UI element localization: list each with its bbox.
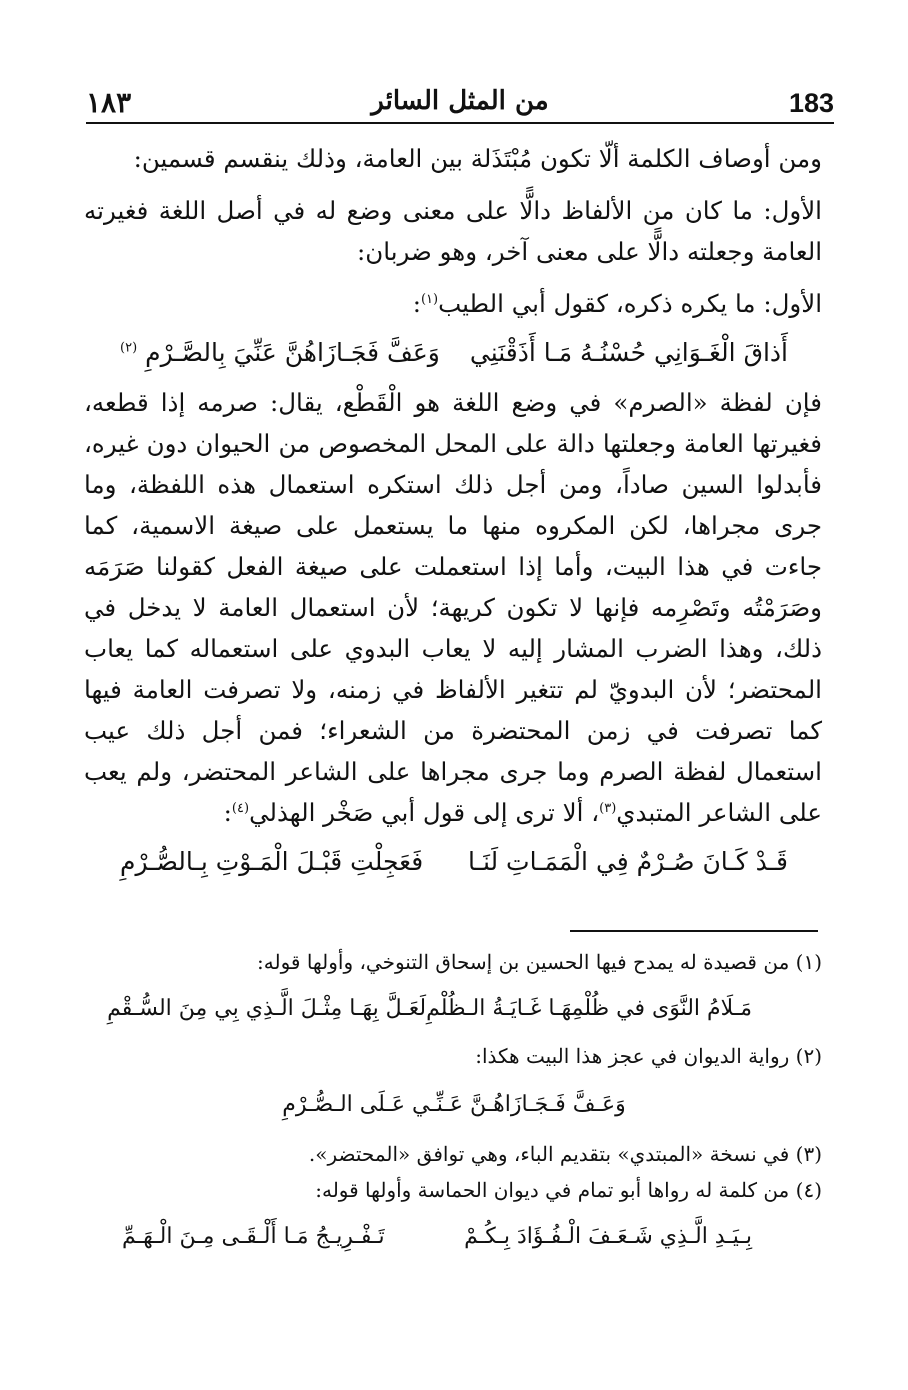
- running-title: من المثل السائر: [371, 86, 549, 116]
- verse-second-hemistich: [84, 324, 440, 382]
- footnote-4-verse: [86, 1208, 822, 1266]
- first-kind-colon: :: [412, 289, 421, 318]
- footnote-4-verse-second: تَـفْـرِيـجُ مَـا أَلْـقَـى مِـنَ الْـهَـمِّ: [122, 1224, 385, 1249]
- verse2-first-hemistich: قَـدْ كَـانَ صُـرْمٌ فِي الْمَمَـاتِ لَنَـا: [468, 847, 788, 876]
- footnote-marker-3: (٣): [599, 800, 617, 816]
- explanation-text-cont: ، ألا ترى إلى قول أبي صَخْر الهذلي: [249, 798, 600, 827]
- footnote-marker-1: (١): [420, 291, 439, 307]
- footnote-4-verse-first: بِـيَـدِ الَّـذِي شَـعَـفَ الْـفُـؤَادَ بِـكُـمْ: [464, 1224, 752, 1249]
- page-header: [86, 84, 834, 126]
- page-number-arabic: ١٨٣: [86, 86, 132, 119]
- header-divider: [86, 122, 834, 124]
- verse-first-hemistich: أَذاقَ الْغَـوَانِي حُسْنُـهُ مَـا أَذَقْنَنِي: [469, 338, 788, 367]
- explanation-text: فإن لفظة «الصرم» في وضع اللغة هو الْقَطْع، يقال: صرمه إذا قطعه، فغيرتها العامة وجعلتها دالة على المحل المخصوص من الحيوان دون غيره، فأبدلوا السين صاداً، ومن أجل ذلك استكره استعمال هذه اللفظة، وما جرى مجراها، لكن المكروه منها ما يستعمل على صيغة الاسمية، كما جاءت في هذا البيت، وأما إذا استعملت على صيغة الفعل كقولنا صَرَمَه وصَرَمْتُه وتَصْرِمه فإنها لا تكون كريهة؛ لأن استعمال العامة لا يدخل في ذلك، وهذا الضرب المشار إليه لا يعاب البدوي على استعماله كما يعاب المحتضر؛ لأن البدويّ لم تتغير الألفاظ في زمنه، ولا تصرفت العامة فيها كما تصرفت في زمن المحتضرة من الشعراء؛ فمن أجل ذلك عيب استعمال لفظة الصرم وما جرى مجراها على الشاعر المحتضر، ولم يعب على الشاعر المتبدي: [84, 388, 822, 827]
- footnote-4: (٤) من كلمة له رواها أبو تمام في ديوان الحماسة وأولها قوله:: [315, 1178, 822, 1202]
- verse-abu-sakhr: [84, 833, 822, 891]
- footnote-marker-2: (٢): [120, 340, 138, 356]
- verse2-second-hemistich: فَعَجِلْتِ قَبْـلَ الْمَـوْتِ بِـالصُّـرْمِ: [120, 847, 424, 876]
- verse-abu-tayyib: [84, 324, 822, 382]
- first-kind-paragraph: [84, 283, 822, 324]
- footnote-2: (٢) رواية الديوان في عجز هذا البيت هكذا:: [475, 1044, 822, 1068]
- footnote-1-verse-second: لَعَـلَّ بِهَـا مِثْـلَ الَّـذِي بِي مِنَ السُّـقْمِ: [107, 996, 427, 1021]
- footnotes: [86, 944, 822, 1266]
- page-number-latin: 183: [788, 88, 834, 118]
- first-type-paragraph: الأول: ما كان من الألفاظ دالًّا على معنى وضع له في أصل اللغة فغيرته العامة وجعلته دالًّا على معنى آخر، وهو ضربان:: [84, 196, 822, 266]
- footnote-1-verse-first: مَـلَامُ النَّوَى في ظُلْمِهَـا غَـايَـةُ الـظُلْمِ: [426, 996, 752, 1021]
- explanation-paragraph: [84, 382, 822, 833]
- footnote-marker-4: (٤): [231, 800, 250, 816]
- verse-second-hemistich-text: وَعَفَّ فَجَـازَاهُنَّ عَنِّيَ بِالصَّـرْمِ: [145, 338, 440, 367]
- intro-paragraph: ومن أوصاف الكلمة ألّا تكون مُبْتَذَلة بين العامة، وذلك ينقسم قسمين:: [133, 144, 822, 173]
- footnote-2-verse: وَعَـفَّ فَـجَـازَاهُـنَّ عَـنِّـي عَـلَى الـصُّـرْمِ: [282, 1092, 626, 1117]
- footnote-divider: [570, 930, 818, 932]
- footnote-1-verse: [86, 980, 822, 1038]
- first-kind-text: الأول: ما يكره ذكره، كقول أبي الطيب: [438, 289, 822, 318]
- main-text: [84, 138, 822, 891]
- footnote-3: (٣) في نسخة «المبتدي» بتقديم الباء، وهي توافق «المحتضر».: [308, 1142, 822, 1166]
- explanation-colon: :: [223, 798, 232, 827]
- footnote-1: (١) من قصيدة له يمدح فيها الحسين بن إسحاق التنوخي، وأولها قوله:: [257, 950, 822, 974]
